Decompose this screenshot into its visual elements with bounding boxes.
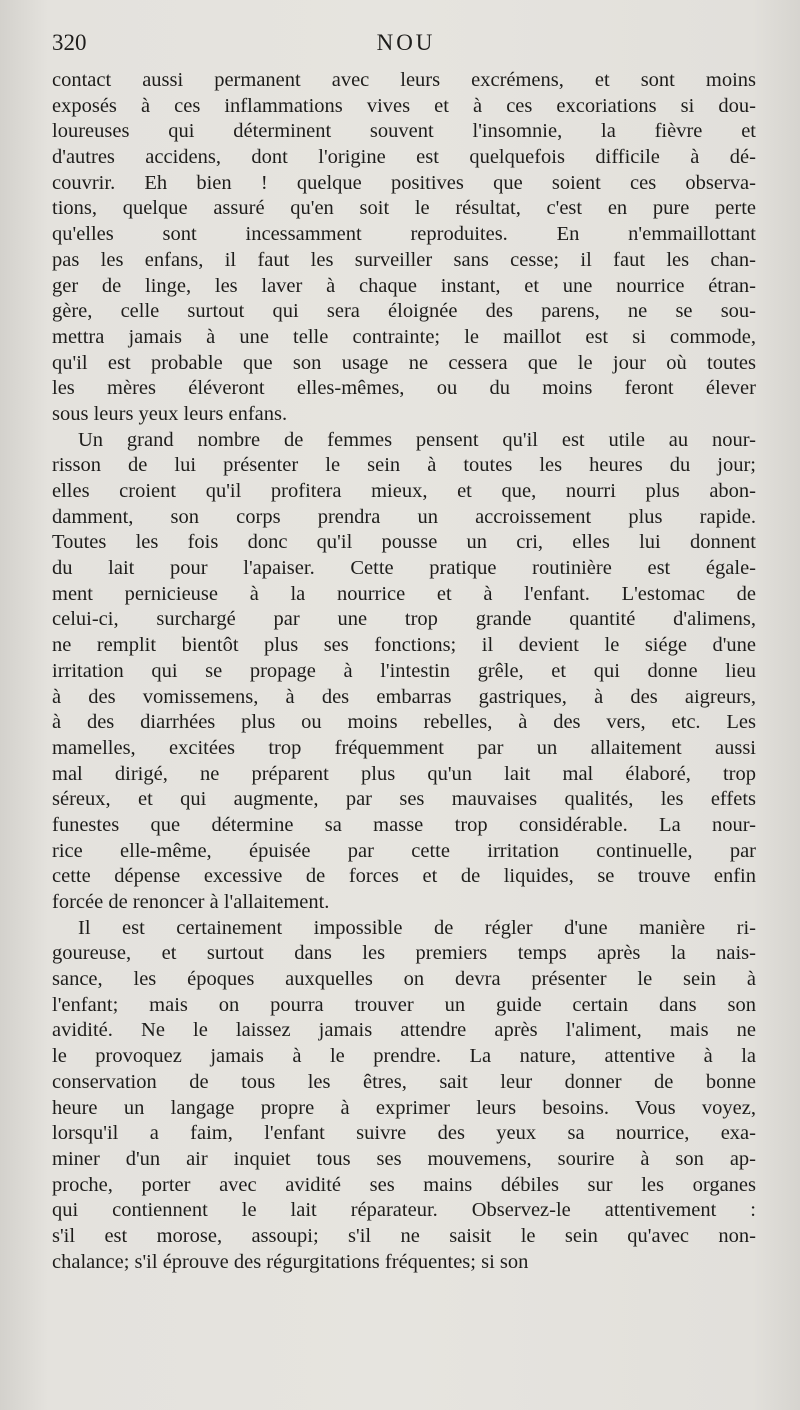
text-line: le provoquez jamais à le prendre. La nature, attentive à la: [52, 1045, 756, 1068]
text-line: loureuses qui déterminent souvent l'insomnie, la fièvre et: [52, 120, 756, 143]
text-line: avidité. Ne le laissez jamais attendre après l'aliment, mais ne: [52, 1019, 756, 1042]
text-line: mettra jamais à une telle contrainte; le maillot est si commode,: [52, 325, 756, 348]
text-line: à des vomissemens, à des embarras gastriques, à des aigreurs,: [52, 685, 756, 708]
text-line: tions, quelque assuré qu'en soit le résultat, c'est en pure perte: [52, 197, 756, 220]
text-line: du lait pour l'apaiser. Cette pratique routinière est égale-: [52, 557, 756, 580]
text-line: gère, celle surtout qui sera éloignée des parens, ne se sou-: [52, 300, 756, 323]
text-line: lorsqu'il a faim, l'enfant suivre des yeux sa nourrice, exa-: [52, 1122, 756, 1145]
text-line: conservation de tous les êtres, sait leur donner de bonne: [52, 1070, 756, 1093]
text-line: forcée de renoncer à l'allaitement.: [52, 891, 330, 913]
text-line: qu'elles sont incessamment reproduites. En n'emmaillottant: [52, 223, 756, 246]
text-line: qui contiennent le lait réparateur. Observez-le attentivement :: [52, 1199, 756, 1222]
text-line: mamelles, excitées trop fréquemment par un allaitement aussi: [52, 736, 756, 759]
text-line: risson de lui présenter le sein à toutes les heures du jour;: [52, 454, 756, 477]
text-line: d'autres accidens, dont l'origine est quelquefois difficile à dé-: [52, 146, 756, 169]
text-line: irritation qui se propage à l'intestin grêle, et qui donne lieu: [52, 659, 756, 682]
text-line: mal dirigé, ne préparent plus qu'un lait mal élaboré, trop: [52, 762, 756, 785]
text-line: ger de linge, les laver à chaque instant, et une nourrice étran-: [52, 274, 756, 297]
page-number: 320: [52, 30, 87, 55]
text-line: qu'il est probable que son usage ne cessera que le jour où toutes: [52, 351, 756, 374]
text-line: ment pernicieuse à la nourrice et à l'enfant. L'estomac de: [52, 582, 756, 605]
text-line: damment, son corps prendra un accroissement plus rapide.: [52, 505, 756, 528]
text-line: elles croient qu'il profitera mieux, et que, nourri plus abon-: [52, 480, 756, 502]
text-line: Toutes les fois donc qu'il pousse un cri, elles lui donnent: [52, 531, 756, 554]
text-line: couvrir. Eh bien ! quelque positives que soient ces observa-: [52, 171, 756, 194]
text-line: funestes que détermine sa masse trop considérable. La nour-: [52, 813, 756, 836]
text-line: proche, porter avec avidité ses mains débiles sur les organes: [52, 1173, 756, 1196]
running-head: NOU: [376, 30, 436, 55]
text-line: exposés à ces inflammations vives et à ces excoriations si dou-: [52, 94, 756, 117]
text-line: les mères éléveront elles-mêmes, ou du moins feront élever: [52, 377, 756, 400]
paragraph: [52, 916, 756, 1276]
body-text: [52, 68, 756, 1275]
text-line: sous leurs yeux leurs enfans.: [52, 402, 288, 425]
text-line: pas les enfans, il faut les surveiller sans cesse; il faut les chan-: [52, 248, 756, 271]
page-header: [52, 28, 760, 68]
text-line: chalance; s'il éprouve des régurgitations fréquentes; si son: [52, 1250, 529, 1273]
text-line: séreux, et qui augmente, par ses mauvaises qualités, les effets: [52, 788, 756, 811]
text-line: s'il est morose, assoupi; s'il ne saisit le sein qu'avec non-: [52, 1224, 756, 1247]
text-line: à des diarrhées plus ou moins rebelles, à des vers, etc. Les: [52, 711, 756, 734]
text-line: rice elle-même, épuisée par cette irritation continuelle, par: [52, 839, 756, 862]
text-line: sance, les époques auxquelles on devra présenter le sein à: [52, 968, 756, 991]
paragraph: [52, 428, 756, 916]
text-line: celui-ci, surchargé par une trop grande quantité d'alimens,: [52, 608, 756, 631]
text-line: contact aussi permanent avec leurs excrémens, et sont moins: [52, 69, 756, 91]
text-line: heure un langage propre à exprimer leurs besoins. Vous voyez,: [52, 1096, 756, 1119]
text-line: Il est certainement impossible de régler d'une manière ri-: [78, 916, 756, 939]
text-line: Un grand nombre de femmes pensent qu'il est utile au nour-: [78, 428, 756, 451]
text-line: goureuse, et surtout dans les premiers temps après la nais-: [52, 942, 756, 965]
text-line: ne remplit bientôt plus ses fonctions; il devient le siége d'une: [52, 634, 756, 657]
text-line: miner d'un air inquiet tous ses mouvemens, sourire à son ap-: [52, 1147, 756, 1170]
text-line: cette dépense excessive de forces et de liquides, se trouve enfin: [52, 865, 756, 888]
paragraph: [52, 68, 756, 428]
text-line: l'enfant; mais on pourra trouver un guide certain dans son: [52, 993, 756, 1016]
